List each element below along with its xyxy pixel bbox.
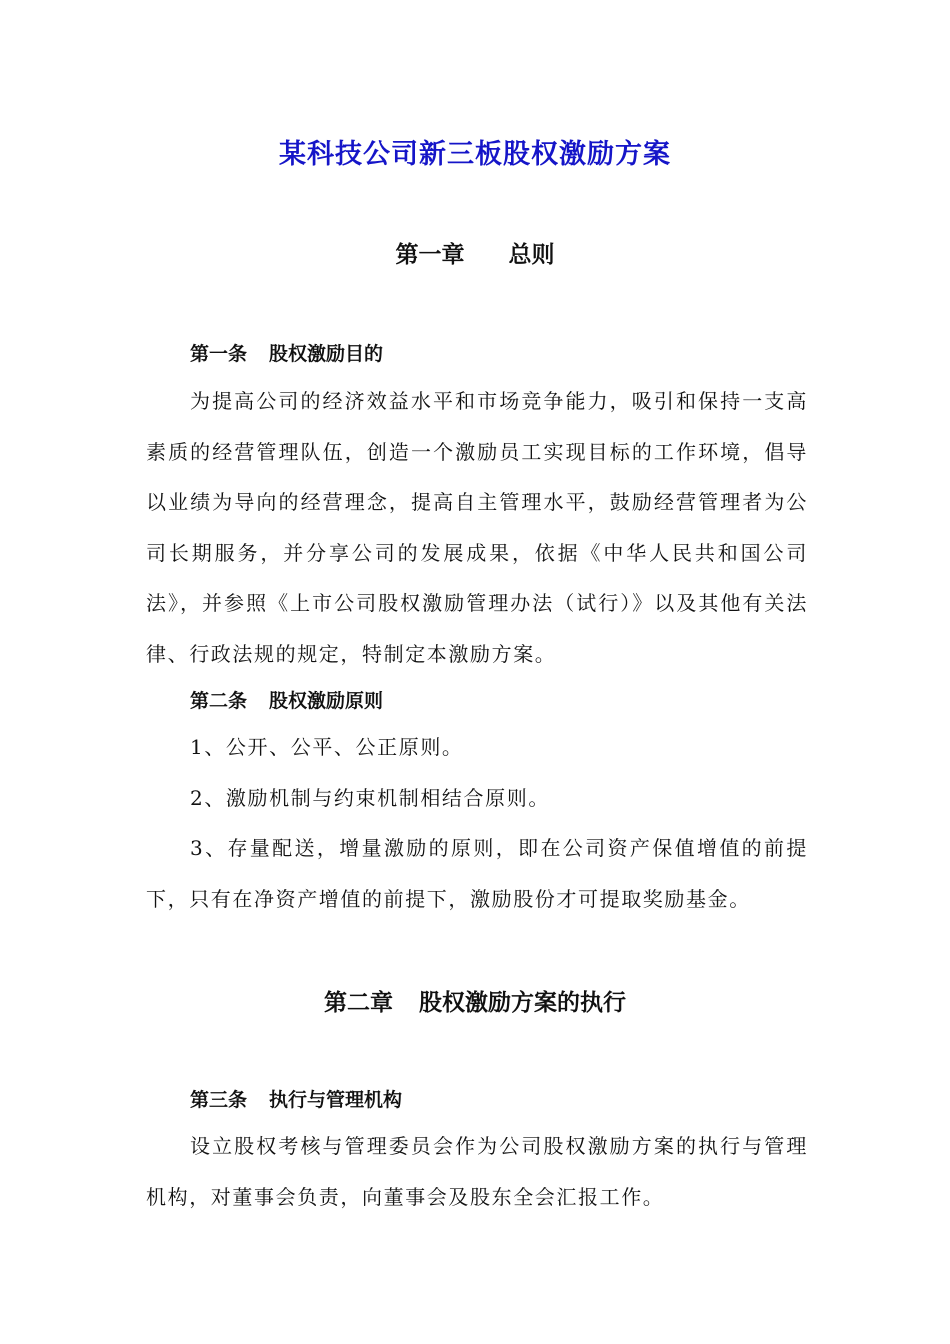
- article-2-title: 股权激励原则: [269, 690, 384, 712]
- article-2-number: 第二条: [190, 690, 248, 712]
- article-3-number: 第三条: [190, 1089, 248, 1111]
- article-2-item-1: 1、公开、公平、公正原则。: [190, 735, 464, 759]
- article-3-title: 执行与管理机构: [269, 1089, 403, 1111]
- chapter-1-name: 总则: [508, 242, 555, 268]
- article-3-heading: [190, 1085, 402, 1112]
- chapter-1-heading: [0, 236, 950, 269]
- chapter-2-number: 第二章: [324, 990, 393, 1016]
- article-1-heading: [190, 339, 383, 366]
- article-1-title: 股权激励目的: [269, 343, 384, 365]
- article-2-heading: [190, 686, 383, 713]
- article-1-body: 为提高公司的经济效益水平和市场竞争能力，吸引和保持一支高素质的经营管理队伍，创造一个激励员工实现目标的工作环境，倡导以业绩为导向的经营理念，提高自主管理水平，鼓励经营管理者为公司长期服务，并分享公司的发展成果，依据《中华人民共和国公司法》，并参照《上市公司股权激励管理办法（试行）》以及其他有关法律、行政法规的规定，特制定本激励方案。: [146, 389, 808, 666]
- article-3-body: 设立股权考核与管理委员会作为公司股权激励方案的执行与管理机构，对董事会负责，向董事会及股东全会汇报工作。: [146, 1134, 808, 1209]
- article-2-item-2: 2、激励机制与约束机制相结合原则。: [190, 786, 550, 810]
- document-title: 某科技公司新三板股权激励方案: [279, 139, 671, 170]
- article-2-item-3: 3、存量配送，增量激励的原则，即在公司资产保值增值的前提下，只有在净资产增值的前提下，激励股份才可提取奖励基金。: [146, 836, 808, 911]
- chapter-2-heading: [0, 984, 950, 1017]
- article-1-number: 第一条: [190, 343, 248, 365]
- chapter-2-name: 股权激励方案的执行: [419, 990, 626, 1016]
- chapter-1-number: 第一章: [395, 242, 465, 268]
